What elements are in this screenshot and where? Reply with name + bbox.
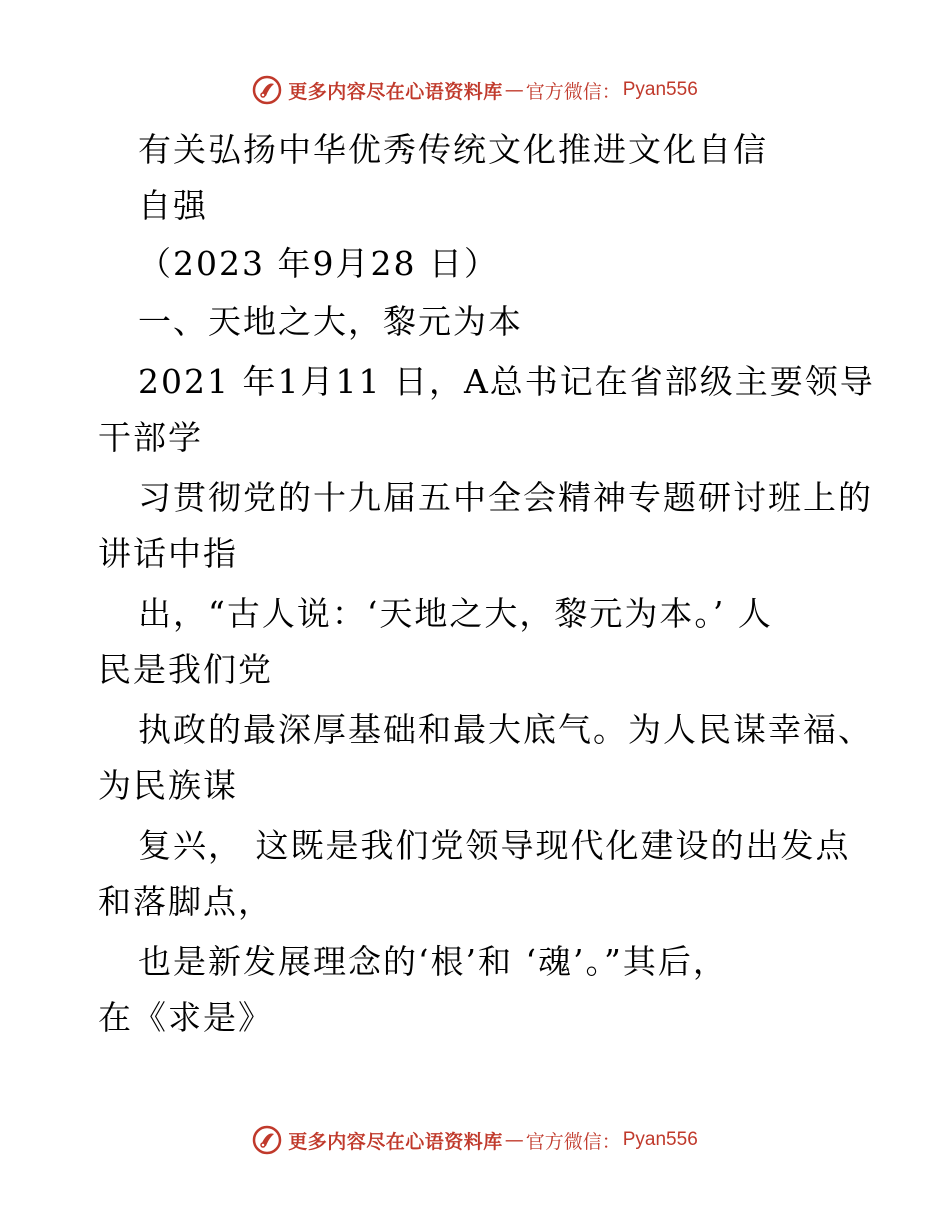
title-line-1: 有关弘扬中华优秀传统文化推进文化自信	[138, 130, 768, 169]
watermark-id: Pyan556	[622, 1129, 698, 1150]
watermark-brand: 更多内容尽在心语资料库	[288, 80, 503, 103]
paragraph-line: 复兴， 这既是我们党领导现代化建设的出发点	[138, 826, 851, 865]
paragraph-line: 为民族谋	[98, 766, 238, 805]
date-line: （2023 年9月28 日）	[138, 244, 499, 283]
title-line-2: 自强	[138, 186, 208, 225]
paragraph-line: 执政的最深厚基础和最大底气。为人民谋幸福、	[138, 710, 873, 749]
header-watermark	[0, 70, 950, 110]
paragraph-line: 出，“古人说：‘天地之大，黎元为本。’ 人	[138, 594, 773, 633]
paragraph-line: 在《求是》	[98, 998, 273, 1037]
watermark-dash: —	[504, 79, 524, 101]
paragraph-line: 也是新发展理念的‘根’和 ‘魂’。”其后，	[138, 942, 728, 981]
paragraph-line: 民是我们党	[98, 650, 273, 689]
watermark-label: 官方微信：	[525, 1130, 621, 1153]
paragraph-line: 讲话中指	[98, 534, 238, 573]
watermark-label: 官方微信：	[525, 80, 621, 103]
footer-watermark	[0, 1120, 950, 1160]
paragraph-line: 习贯彻党的十九届五中全会精神专题研讨班上的	[138, 478, 873, 517]
paragraph-line: 和落脚点，	[98, 882, 273, 921]
watermark-id: Pyan556	[622, 79, 698, 100]
brand-logo-icon	[252, 1125, 282, 1155]
section-heading: 一、天地之大，黎元为本	[138, 302, 523, 341]
paragraph-line: 2021 年1月11 日，A总书记在省部级主要领导	[138, 362, 875, 401]
brand-logo-icon	[252, 75, 282, 105]
watermark-dash: —	[504, 1129, 524, 1151]
paragraph-line: 干部学	[98, 418, 203, 457]
watermark-brand: 更多内容尽在心语资料库	[288, 1130, 503, 1153]
